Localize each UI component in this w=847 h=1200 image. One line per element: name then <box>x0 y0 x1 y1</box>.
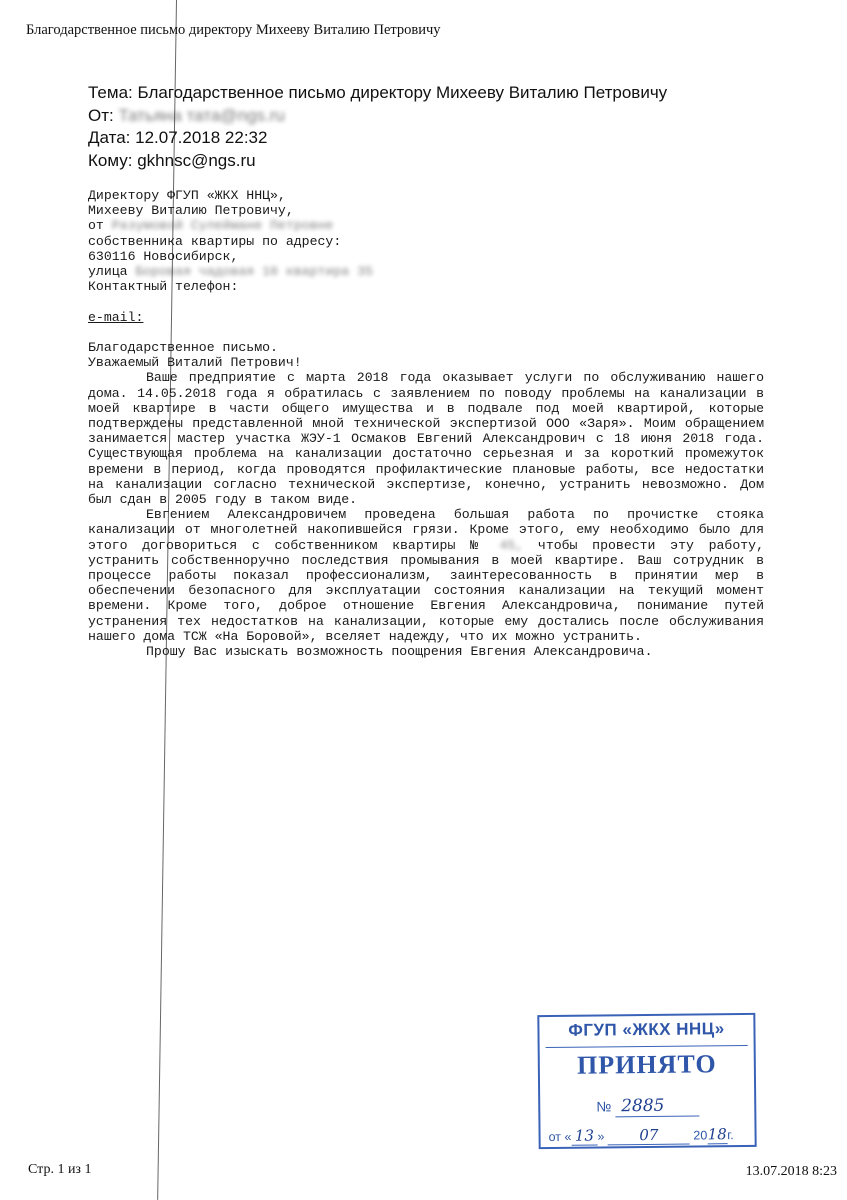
to-value: gkhnsc@ngs.ru <box>137 150 256 170</box>
page-header-title: Благодарственное письмо директору Михееву Виталию Петровичу <box>26 22 441 38</box>
address-line-name: Михееву Виталию Петровичу, <box>88 203 294 219</box>
stamp-year-suffix: г. <box>727 1128 734 1143</box>
paragraph-2-start: Евгением Александровичем проведена большая работа по прочистке стояка канализации от многолетней накопившейся грязи. Кроме этого, ему необходимо было для этого договориться с собственником квартиры № <box>88 507 764 553</box>
paragraph-3: Прошу Вас изыскать возможность поощрения Евгения Александровича. <box>146 644 653 660</box>
date-value: 12.07.2018 22:32 <box>135 128 268 147</box>
paragraph-1: Ваше предприятие с марта 2018 года оказывает услуги по обслуживанию нашего дома. 14.05.2018 года я обратилась с заявлением по поводу проблемы на канализации в моей квартире в части общего имущества и в подвале под моей квартирой, которые подтверждены представленной мной технической экспертизой ООО «Заря». Моим обращением занимается мастер участка ЖЭУ-1 Осмаков Евгений Александрович с 18 июня 2018 года. Существующая проблема на канализации достаточно серьезная и за короткий промежуток времени в период, когда проводятся профилактические плановые работы, все недостатки на канализации согласно технической экспертизе, конечно, устранить невозможно. Дом был сдан в 2005 году в таком виде. <box>88 370 764 508</box>
stamp-year-prefix: 20 <box>693 1128 708 1143</box>
stamp-year: 18 <box>707 1125 727 1144</box>
date-label: Дата: <box>88 128 131 147</box>
letter-heading: Благодарственное письмо. <box>88 340 278 355</box>
received-stamp <box>537 1013 756 1149</box>
address-line-street <box>88 264 778 279</box>
address-line-email: e-mail: <box>88 309 144 325</box>
paragraph-2 <box>88 507 764 644</box>
stamp-organization: ФГУП «ЖКХ ННЦ» <box>568 1019 725 1040</box>
to-label: Кому: <box>88 150 133 170</box>
street-prefix: улица <box>88 264 136 280</box>
stamp-date-prefix: от « <box>548 1129 572 1145</box>
stamp-date-mid: » <box>597 1129 605 1144</box>
address-line-director: Директору ФГУП «ЖКХ ННЦ», <box>88 188 286 203</box>
from-row <box>88 105 667 128</box>
from-value-redacted: Татьяна тата@ngs.ru <box>118 105 285 125</box>
address-line-city: 630116 Новосибирск, <box>88 248 239 264</box>
to-row <box>88 150 667 173</box>
street-redacted: Боровая чадовая 10 квартира 35 <box>135 264 373 280</box>
from-prefix: от <box>88 218 112 234</box>
subject-value: Благодарственное письмо директору Михееву Виталию Петровичу <box>137 83 668 102</box>
subject-label: Тема: <box>88 83 133 102</box>
print-timestamp: 13.07.2018 8:23 <box>745 1164 837 1179</box>
address-line-from <box>88 218 778 233</box>
email-metadata <box>88 82 667 172</box>
address-line-owner: собственника квартиры по адресу: <box>88 233 342 249</box>
subject-row <box>88 82 667 105</box>
letter-paragraphs <box>88 370 764 659</box>
apartment-number-redacted: 45, <box>499 537 524 553</box>
stamp-number-label: № <box>596 1098 612 1115</box>
letter-body <box>88 188 778 659</box>
stamp-number-row <box>596 1095 699 1117</box>
stamp-month: 07 <box>608 1126 690 1146</box>
stamp-day: 13 <box>571 1127 597 1146</box>
stamp-date-row <box>548 1125 733 1146</box>
paragraph-2-end: чтобы провести эту работу, устранить собственноручно последствия промывания в моей квартире. Ваш сотрудник в процессе работы показал профессионализм, заинтересованность в принятии мер в обеспечении безопасного для эксплуатации состояния канализации на текущий момент времени. Кроме того, доброе отношение Евгения Александровича, понимание путей устранения тех недостатков на канализации, которые ему достались после обслуживания нашего дома ТСЖ «На Боровой», вселяет надежду, что их можно устранить. <box>88 537 764 644</box>
address-line-phone: Контактный телефон: <box>88 279 239 295</box>
letter-greeting: Уважаемый Виталий Петрович! <box>88 355 302 371</box>
page-number: Стр. 1 из 1 <box>28 1162 92 1177</box>
sender-name-redacted: Разумовой Сулеймане Петровне <box>111 218 334 234</box>
stamp-divider <box>546 1045 748 1048</box>
stamp-number-value: 2885 <box>615 1095 699 1117</box>
from-label: От: <box>88 105 114 125</box>
date-row <box>88 127 667 150</box>
stamp-status: ПРИНЯТО <box>576 1049 717 1080</box>
